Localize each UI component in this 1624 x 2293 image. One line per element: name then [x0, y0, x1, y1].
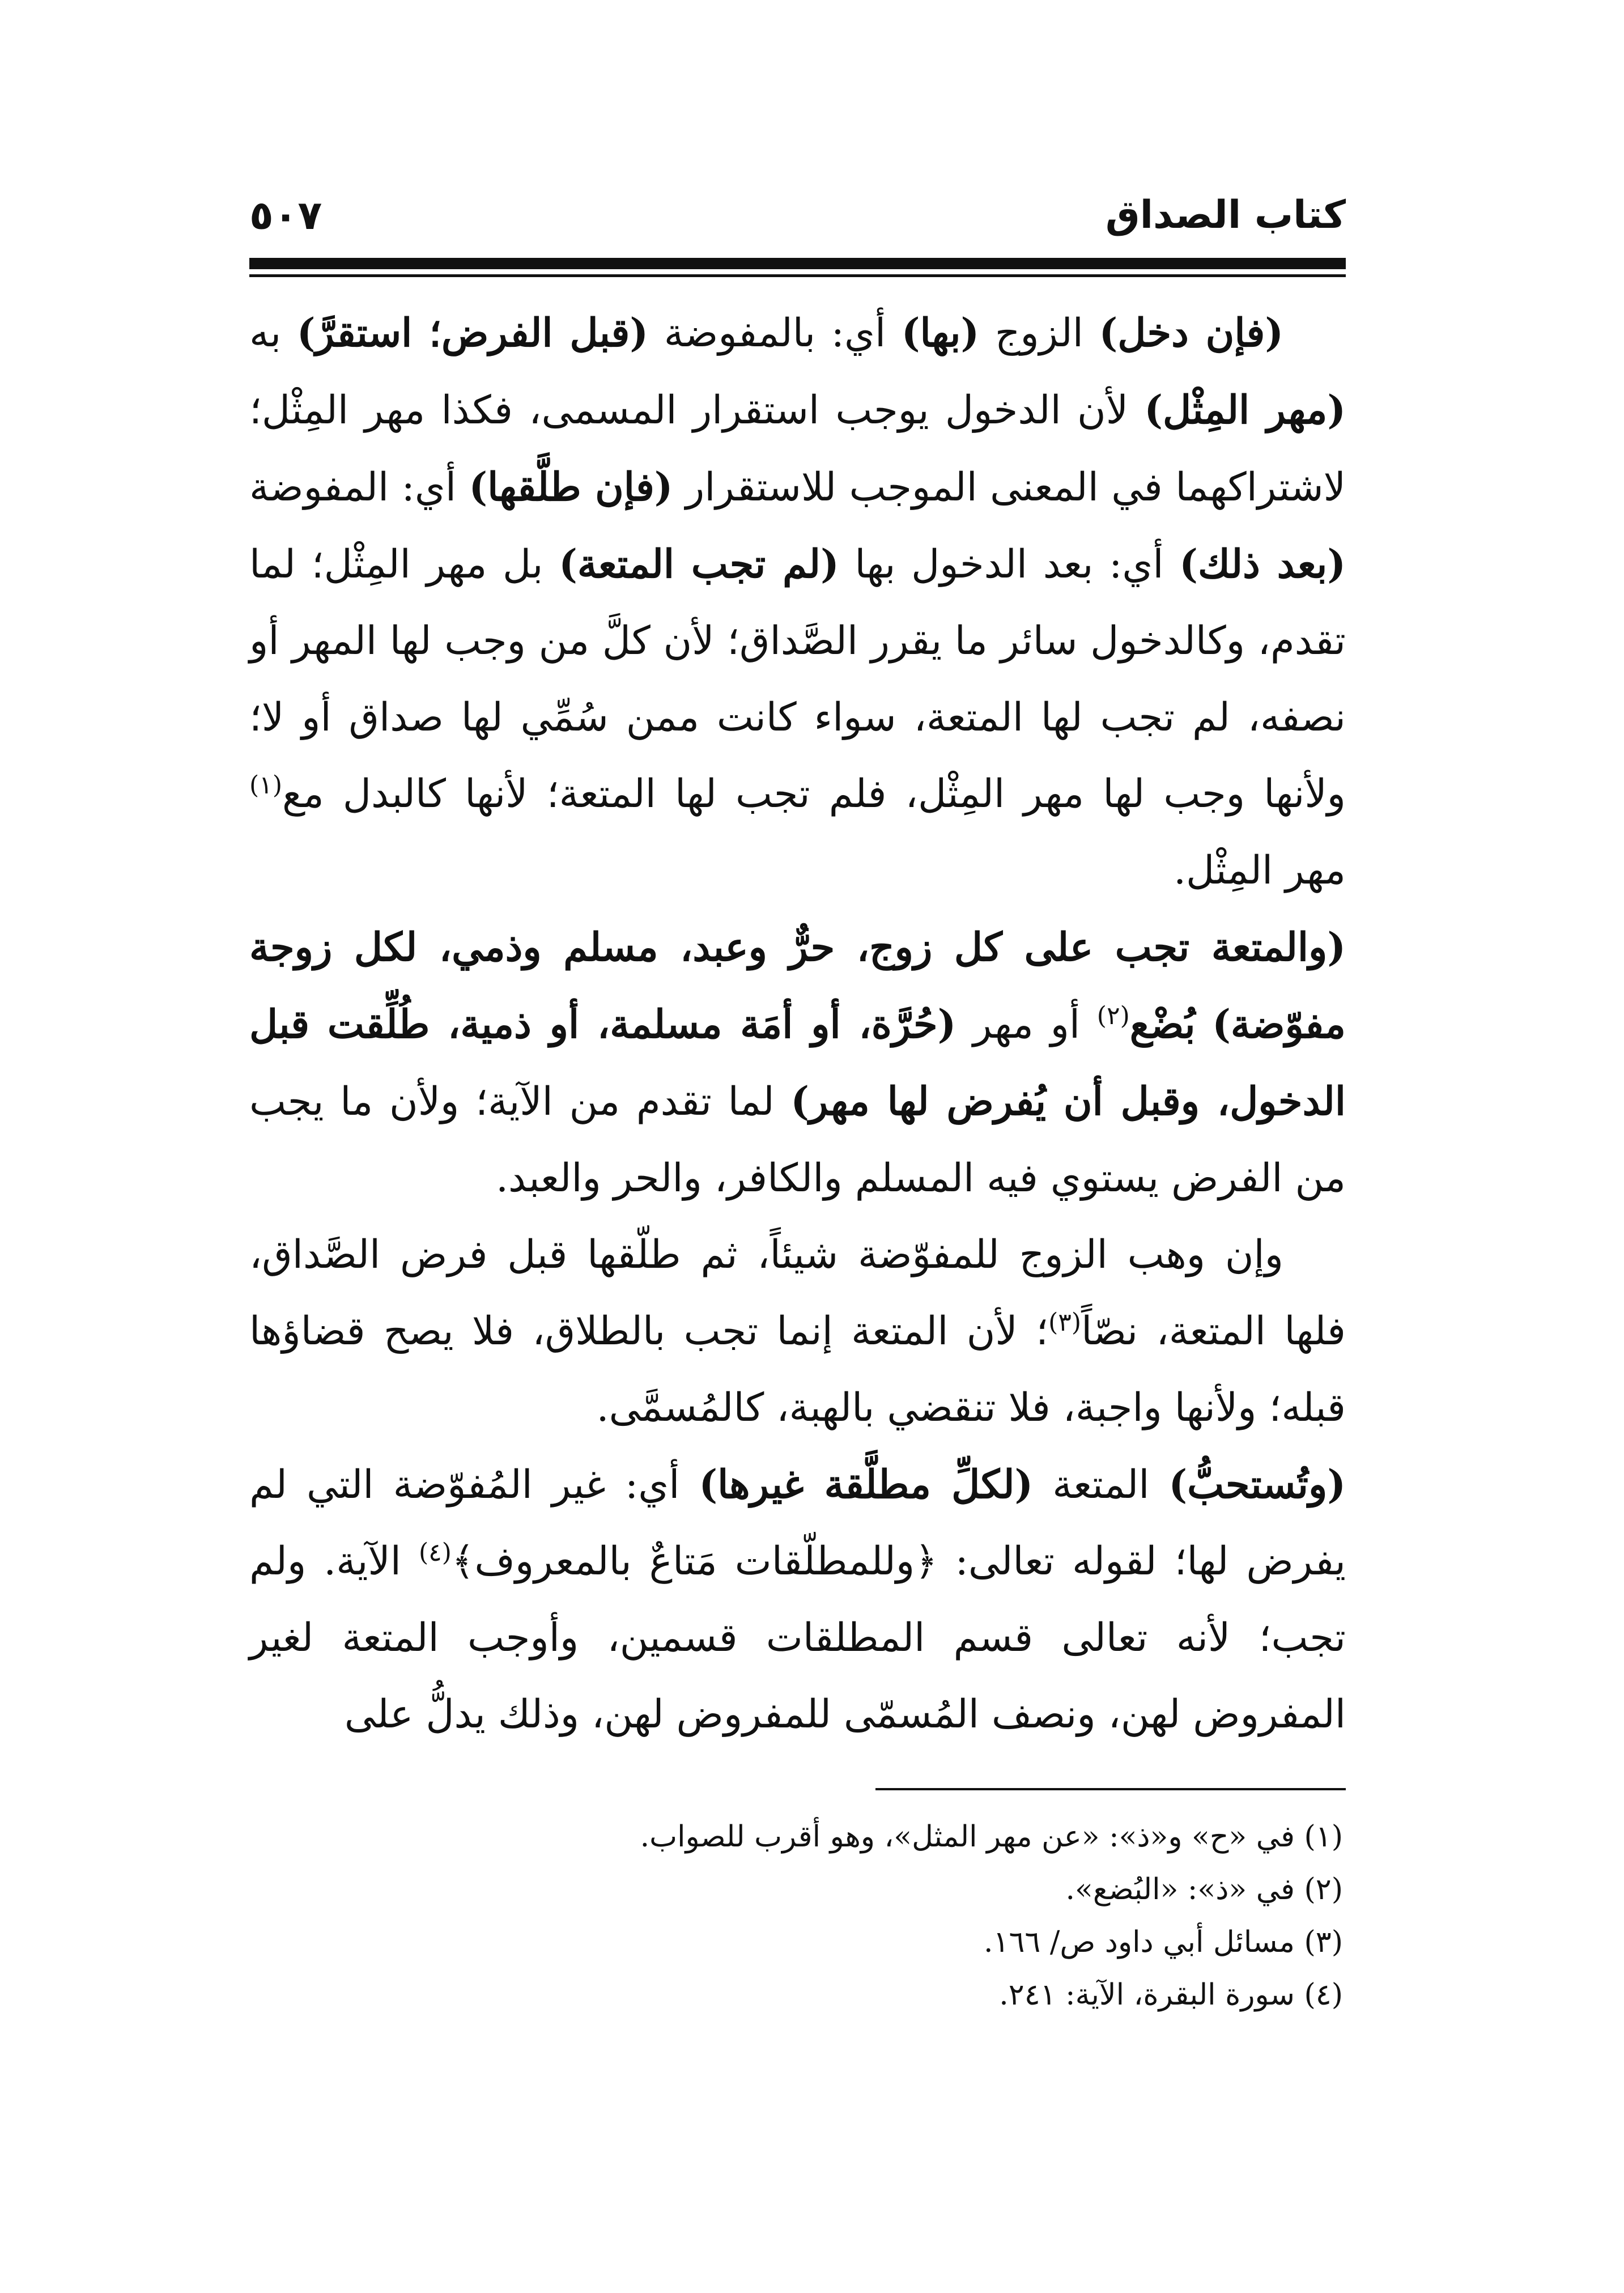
text-run: وإن وهب الزوج للمفوّضة شيئاً، ثم طلّقها قبل فرض الصَّداق، فلها المتعة، نصّاً: [249, 1232, 1346, 1354]
footnote: (٤) سورة البقرة، الآية: ٢٤١.: [999, 1978, 1343, 2012]
text-run: أو مهر: [956, 1002, 1097, 1047]
bold-phrase: (وتُستحبُّ): [1168, 1462, 1346, 1508]
footnote-marker: (٢): [1096, 1001, 1130, 1030]
text-run: أي: بالمفوضة: [648, 311, 902, 356]
text-run: [1196, 1002, 1213, 1047]
footnote-separator: [875, 1788, 1346, 1790]
text-run: بل مهر المِثْل؛ لما تقدم، وكالدخول سائر ما يقرر الصَّداق؛ لأن كلَّ من وجب لها المهر أو نصفه، لم تجب لها المتعة، سواء كانت ممن سُمِّي لها صداق أو لا؛ ولأنها وجب لها مهر المِثْل، فلم تجب لها المتعة؛ لأنها كالبدل مع: [249, 542, 1346, 817]
text-run: أي: غير المُفوّضة التي لم يفرض لها؛ لقوله تعالى: ﴿وللمطلّقات مَتاعٌ بالمعروف﴾: [249, 1462, 1346, 1584]
bold-phrase: (فإن دخل): [1099, 310, 1283, 356]
page-header: [249, 190, 1346, 241]
body-text: [249, 295, 1346, 1753]
bold-phrase: (لم تجب المتعة): [559, 541, 839, 587]
footnote: (٢) في «ذ»: «البُضع».: [1065, 1872, 1343, 1906]
bold-phrase: (والمتعة تجب على كل زوج، حرٌّ وعبد، مسلم وذمي، لكل زوجة مفوّضة): [249, 924, 1346, 1047]
bold-phrase: (بعد ذلك): [1179, 541, 1346, 587]
bold-phrase: (فإن طلَّقها): [469, 464, 673, 510]
footnote-marker: (٣): [1048, 1308, 1082, 1337]
running-header-title: كتاب الصداق: [1105, 193, 1346, 237]
text-run: به: [249, 311, 297, 356]
text-run: مهر المِثْل.: [1174, 848, 1346, 893]
bold-phrase: (حُرَّة، أو أمَة مسلمة، أو ذمية، طُلِّقت قبل الدخول، وقبل أن يُفرض لها مهر): [249, 1001, 1346, 1124]
page-number: ٥٠٧: [249, 192, 322, 239]
bold-phrase: بُضْع: [1129, 1001, 1196, 1047]
header-rule-thin: [249, 274, 1346, 277]
text-run: أي: المفوضة: [249, 465, 469, 510]
footnotes: [249, 1811, 1346, 2022]
footnote-marker: (١): [249, 771, 282, 800]
bold-phrase: (بها): [901, 310, 980, 356]
text-run: أي: بعد الدخول بها: [839, 542, 1180, 587]
text-run: لما تقدم من الآية؛ ولأن ما يجب من الفرض يستوي فيه المسلم والكافر، والحر والعبد.: [249, 1079, 1346, 1201]
header-rule: [249, 258, 1346, 269]
footnote-marker: (٤): [418, 1538, 452, 1567]
text-run: ؛ لأن المتعة إنما تجب بالطلاق، فلا يصح قضاؤها قبله؛ ولأنها واجبة، فلا تنقضي بالهبة، كالمُسمَّى.: [249, 1309, 1346, 1430]
paragraph: [249, 1446, 1346, 1753]
footnote: (١) في «ح» و«ذ»: «عن مهر المثل»، وهو أقرب للصواب.: [640, 1820, 1343, 1854]
footnote: (٣) مسائل أبي داود ص/ ١٦٦.: [984, 1925, 1343, 1959]
text-run: المتعة: [1033, 1462, 1169, 1508]
bold-phrase: (مهر المِثْل): [1144, 387, 1346, 433]
bold-phrase: (قبل الفرض؛ استقرَّ): [296, 310, 649, 356]
paragraph: [249, 909, 1346, 1217]
paragraph: [249, 1217, 1346, 1446]
text-run: الآية. ولم تجب؛ لأنه تعالى قسم المطلقات قسمين، وأوجب المتعة لغير المفروض لهن، ونصف المُسمّى للمفروض لهن، وذلك يدلُّ على: [249, 1539, 1346, 1737]
paragraph: [249, 295, 1346, 909]
bold-phrase: (لكلِّ مطلَّقة غيرها): [699, 1462, 1034, 1508]
text-run: لأن الدخول يوجب استقرار المسمى، فكذا مهر المِثْل؛ لاشتراكهما في المعنى الموجب للاستقرار: [249, 388, 1346, 510]
text-run: الزوج: [979, 311, 1099, 356]
